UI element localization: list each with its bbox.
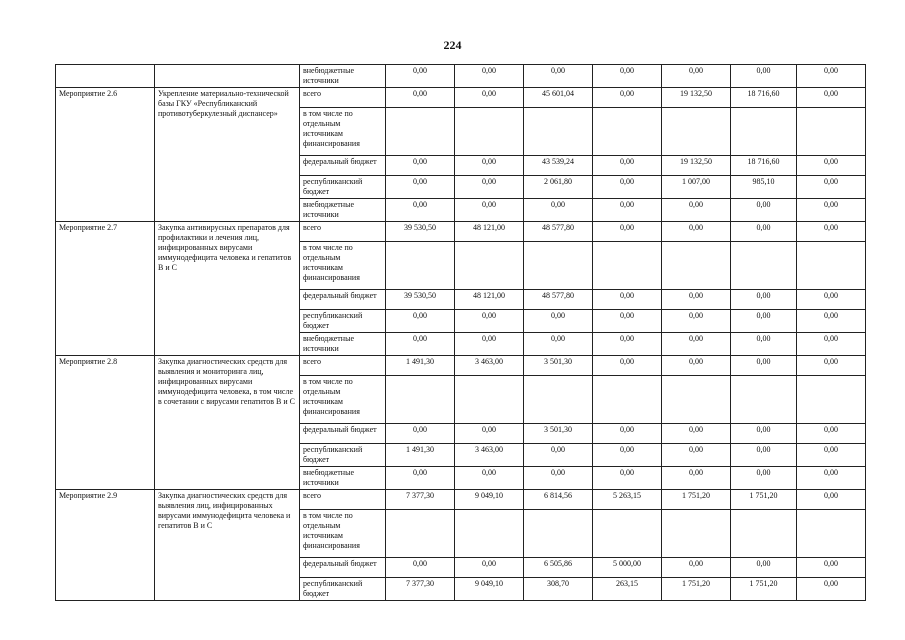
value-cell: 0,00	[662, 356, 731, 376]
value-cell: 0,00	[455, 424, 524, 444]
value-cell: 0,00	[797, 333, 866, 356]
value-cell: 48 121,00	[455, 222, 524, 242]
value-cell	[731, 242, 797, 290]
value-cell: 3 501,30	[524, 424, 593, 444]
event-cell	[56, 65, 155, 88]
value-cell	[524, 242, 593, 290]
value-cell	[386, 242, 455, 290]
event-cell: Мероприятие 2.9	[56, 490, 155, 601]
value-cell: 0,00	[731, 310, 797, 333]
value-cell: 5 000,00	[593, 558, 662, 578]
value-cell	[731, 108, 797, 156]
funding-source-cell: федеральный бюджет	[300, 558, 386, 578]
funding-source-cell: федеральный бюджет	[300, 156, 386, 176]
funding-source-cell: федеральный бюджет	[300, 290, 386, 310]
value-cell: 0,00	[797, 222, 866, 242]
value-cell: 0,00	[731, 467, 797, 490]
value-cell: 1 491,30	[386, 356, 455, 376]
value-cell: 0,00	[524, 65, 593, 88]
value-cell: 48 577,80	[524, 222, 593, 242]
value-cell: 0,00	[524, 310, 593, 333]
value-cell	[386, 376, 455, 424]
event-cell: Мероприятие 2.8	[56, 356, 155, 490]
page-number: 224	[443, 38, 462, 52]
value-cell	[731, 376, 797, 424]
value-cell: 1 751,20	[662, 490, 731, 510]
value-cell: 0,00	[455, 156, 524, 176]
value-cell: 0,00	[455, 558, 524, 578]
value-cell: 0,00	[797, 199, 866, 222]
value-cell	[662, 510, 731, 558]
value-cell: 0,00	[455, 88, 524, 108]
value-cell	[797, 510, 866, 558]
value-cell: 0,00	[593, 356, 662, 376]
funding-source-cell: республиканский бюджет	[300, 176, 386, 199]
value-cell: 0,00	[662, 558, 731, 578]
value-cell: 0,00	[662, 333, 731, 356]
value-cell: 0,00	[386, 310, 455, 333]
description-cell: Укрепление материально-технической базы ГКУ «Республиканский противотуберкулезный диспансер»	[155, 88, 300, 222]
value-cell: 0,00	[797, 290, 866, 310]
value-cell: 0,00	[797, 88, 866, 108]
funding-source-cell: всего	[300, 88, 386, 108]
value-cell: 3 501,30	[524, 356, 593, 376]
value-cell: 5 263,15	[593, 490, 662, 510]
value-cell: 7 377,30	[386, 490, 455, 510]
value-cell: 39 530,50	[386, 290, 455, 310]
event-cell: Мероприятие 2.7	[56, 222, 155, 356]
value-cell: 1 007,00	[662, 176, 731, 199]
value-cell: 1 751,20	[662, 578, 731, 601]
funding-source-cell: всего	[300, 490, 386, 510]
value-cell: 0,00	[731, 333, 797, 356]
table-body	[56, 65, 866, 601]
value-cell: 0,00	[386, 88, 455, 108]
value-cell: 0,00	[662, 444, 731, 467]
value-cell	[593, 108, 662, 156]
value-cell: 7 377,30	[386, 578, 455, 601]
value-cell: 1 751,20	[731, 490, 797, 510]
value-cell: 0,00	[386, 199, 455, 222]
funding-source-cell: внебюджетные источники	[300, 199, 386, 222]
value-cell	[593, 242, 662, 290]
funding-source-cell: федеральный бюджет	[300, 424, 386, 444]
funding-source-cell: республиканский бюджет	[300, 310, 386, 333]
value-cell: 0,00	[455, 199, 524, 222]
value-cell	[593, 376, 662, 424]
value-cell	[797, 242, 866, 290]
value-cell: 0,00	[797, 558, 866, 578]
funding-source-cell: внебюджетные источники	[300, 333, 386, 356]
value-cell: 0,00	[524, 467, 593, 490]
value-cell	[455, 108, 524, 156]
value-cell	[524, 510, 593, 558]
value-cell: 0,00	[524, 444, 593, 467]
value-cell: 985,10	[731, 176, 797, 199]
funding-source-cell: всего	[300, 356, 386, 376]
value-cell	[455, 242, 524, 290]
value-cell: 0,00	[662, 310, 731, 333]
value-cell: 3 463,00	[455, 444, 524, 467]
value-cell: 0,00	[593, 65, 662, 88]
value-cell: 9 049,10	[455, 490, 524, 510]
value-cell: 0,00	[731, 290, 797, 310]
value-cell: 0,00	[593, 176, 662, 199]
value-cell	[455, 510, 524, 558]
value-cell: 0,00	[662, 467, 731, 490]
value-cell: 0,00	[731, 199, 797, 222]
value-cell: 0,00	[386, 176, 455, 199]
funding-source-cell: в том числе по отдельным источникам финансирования	[300, 510, 386, 558]
value-cell: 0,00	[593, 88, 662, 108]
value-cell: 48 577,80	[524, 290, 593, 310]
value-cell: 0,00	[455, 176, 524, 199]
funding-source-cell: в том числе по отдельным источникам финансирования	[300, 242, 386, 290]
value-cell: 6 505,86	[524, 558, 593, 578]
budget-table	[55, 64, 866, 601]
value-cell: 19 132,50	[662, 156, 731, 176]
value-cell: 0,00	[797, 490, 866, 510]
value-cell: 0,00	[797, 156, 866, 176]
value-cell: 0,00	[593, 222, 662, 242]
value-cell: 0,00	[593, 156, 662, 176]
value-cell: 0,00	[797, 65, 866, 88]
value-cell: 0,00	[593, 290, 662, 310]
value-cell: 9 049,10	[455, 578, 524, 601]
value-cell: 0,00	[593, 333, 662, 356]
value-cell: 48 121,00	[455, 290, 524, 310]
funding-source-cell: внебюджетные источники	[300, 65, 386, 88]
value-cell	[524, 108, 593, 156]
table-row	[56, 65, 866, 88]
value-cell: 43 539,24	[524, 156, 593, 176]
value-cell: 308,70	[524, 578, 593, 601]
value-cell	[731, 510, 797, 558]
value-cell: 0,00	[662, 424, 731, 444]
value-cell: 0,00	[386, 424, 455, 444]
value-cell: 0,00	[797, 578, 866, 601]
value-cell: 0,00	[524, 199, 593, 222]
description-cell	[155, 65, 300, 88]
value-cell	[455, 376, 524, 424]
value-cell	[662, 108, 731, 156]
value-cell: 0,00	[662, 290, 731, 310]
value-cell: 263,15	[593, 578, 662, 601]
value-cell	[386, 510, 455, 558]
value-cell: 0,00	[662, 222, 731, 242]
value-cell: 6 814,56	[524, 490, 593, 510]
funding-source-cell: в том числе по отдельным источникам финансирования	[300, 108, 386, 156]
value-cell: 0,00	[455, 310, 524, 333]
funding-source-cell: внебюджетные источники	[300, 467, 386, 490]
value-cell: 0,00	[386, 65, 455, 88]
value-cell: 0,00	[731, 558, 797, 578]
value-cell: 45 601,04	[524, 88, 593, 108]
value-cell	[797, 376, 866, 424]
table-row	[56, 356, 866, 376]
value-cell: 0,00	[797, 310, 866, 333]
value-cell	[386, 108, 455, 156]
value-cell: 0,00	[731, 444, 797, 467]
value-cell: 0,00	[797, 176, 866, 199]
value-cell: 0,00	[386, 558, 455, 578]
value-cell	[593, 510, 662, 558]
value-cell: 0,00	[593, 424, 662, 444]
value-cell: 0,00	[731, 222, 797, 242]
value-cell	[797, 108, 866, 156]
value-cell: 18 716,60	[731, 88, 797, 108]
value-cell: 0,00	[731, 424, 797, 444]
value-cell: 2 061,80	[524, 176, 593, 199]
table-row	[56, 490, 866, 510]
value-cell: 0,00	[455, 65, 524, 88]
value-cell: 0,00	[593, 444, 662, 467]
value-cell: 0,00	[731, 65, 797, 88]
value-cell: 0,00	[386, 156, 455, 176]
value-cell: 0,00	[662, 65, 731, 88]
funding-source-cell: республиканский бюджет	[300, 444, 386, 467]
table-row	[56, 222, 866, 242]
value-cell: 0,00	[662, 199, 731, 222]
table-row	[56, 88, 866, 108]
funding-source-cell: республиканский бюджет	[300, 578, 386, 601]
value-cell: 0,00	[593, 199, 662, 222]
funding-source-cell: всего	[300, 222, 386, 242]
value-cell: 0,00	[455, 333, 524, 356]
value-cell: 1 751,20	[731, 578, 797, 601]
value-cell: 19 132,50	[662, 88, 731, 108]
value-cell	[524, 376, 593, 424]
description-cell: Закупка диагностических средств для выявления и мониторинга лиц, инфицированных вирусами иммунодефицита человека, в том числе в сочетании с вирусами гепатитов В и С	[155, 356, 300, 490]
value-cell	[662, 242, 731, 290]
value-cell: 39 530,50	[386, 222, 455, 242]
value-cell: 1 491,30	[386, 444, 455, 467]
description-cell: Закупка диагностических средств для выявления лиц, инфицированных вирусами иммунодефицита человека и гепатитов В и С	[155, 490, 300, 601]
value-cell: 0,00	[455, 467, 524, 490]
value-cell: 0,00	[797, 424, 866, 444]
description-cell: Закупка антивирусных препаратов для профилактики и лечения лиц, инфицированных вирусами иммунодефицита человека и гепатитов В и С	[155, 222, 300, 356]
value-cell: 0,00	[731, 356, 797, 376]
value-cell: 3 463,00	[455, 356, 524, 376]
value-cell: 0,00	[386, 333, 455, 356]
value-cell: 18 716,60	[731, 156, 797, 176]
value-cell: 0,00	[797, 467, 866, 490]
event-cell: Мероприятие 2.6	[56, 88, 155, 222]
value-cell: 0,00	[386, 467, 455, 490]
value-cell	[662, 376, 731, 424]
value-cell: 0,00	[593, 467, 662, 490]
value-cell: 0,00	[797, 356, 866, 376]
value-cell: 0,00	[524, 333, 593, 356]
value-cell: 0,00	[797, 444, 866, 467]
funding-source-cell: в том числе по отдельным источникам финансирования	[300, 376, 386, 424]
value-cell: 0,00	[593, 310, 662, 333]
